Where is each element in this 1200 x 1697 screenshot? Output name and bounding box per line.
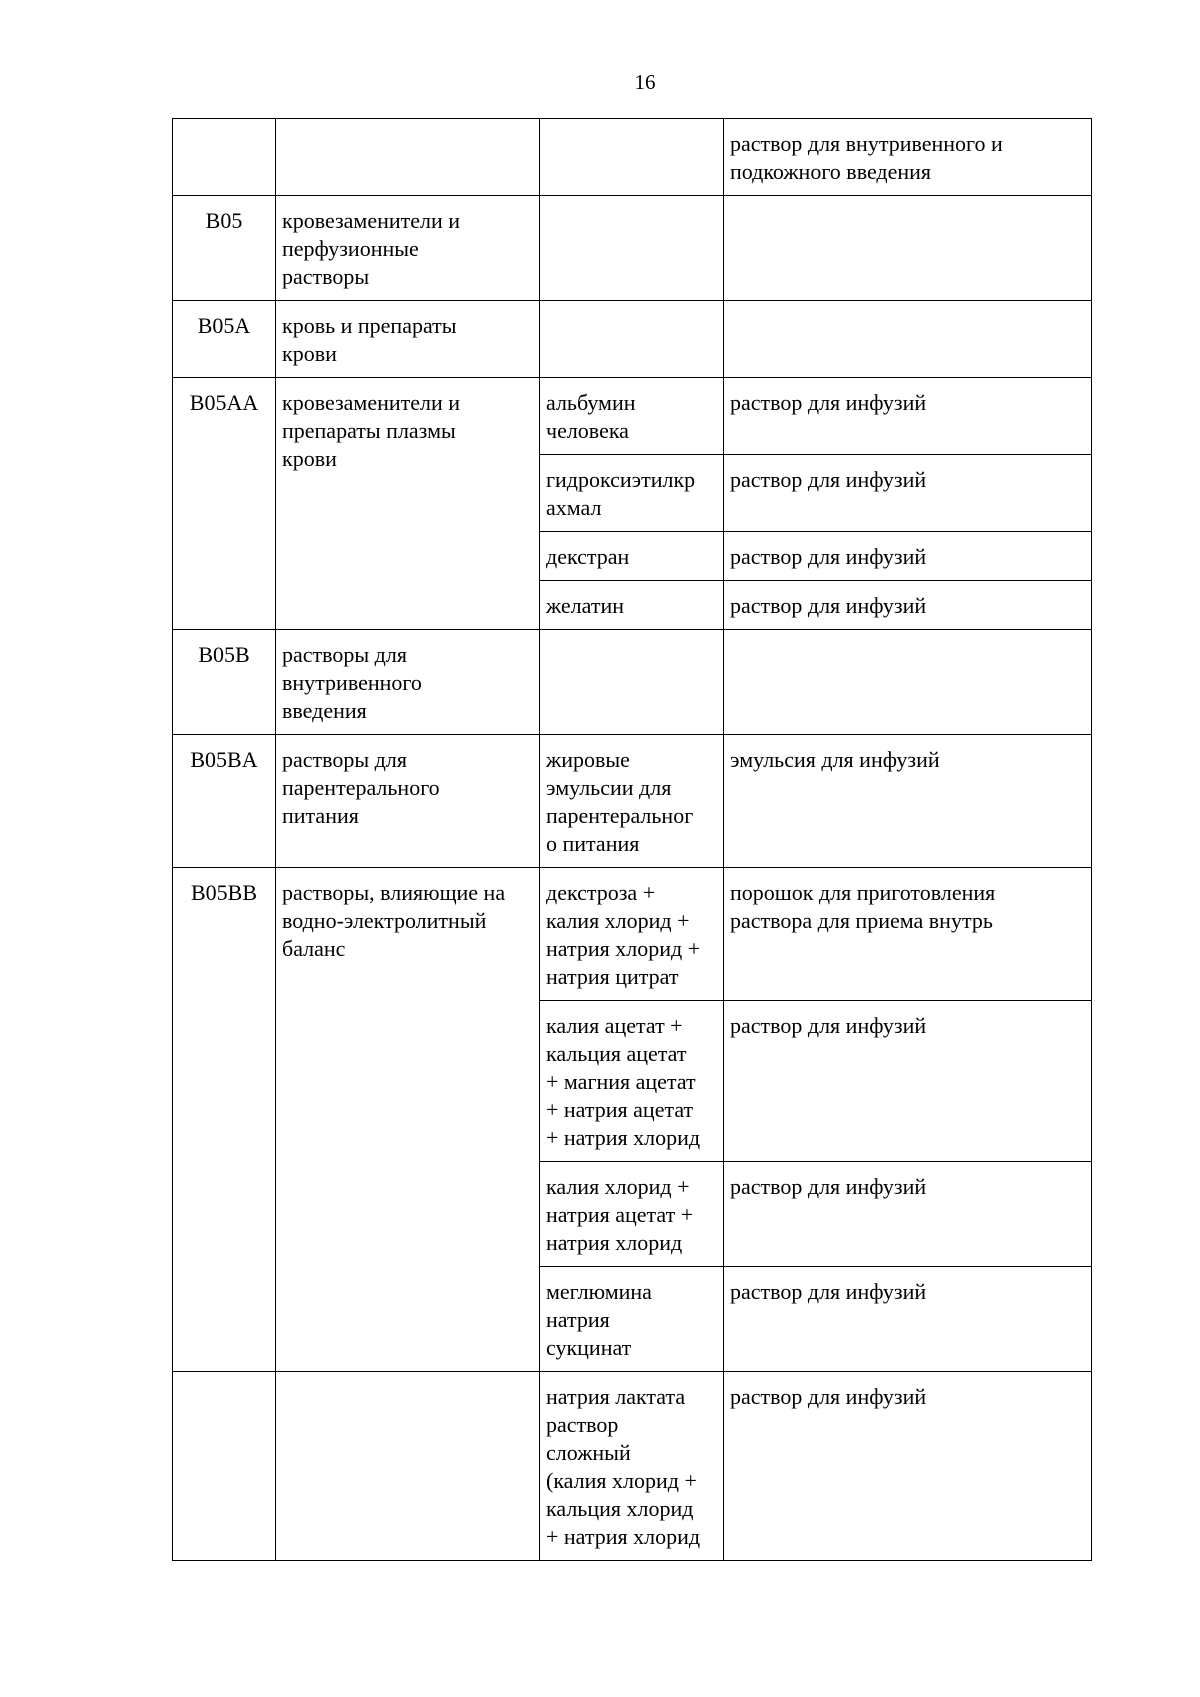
inn-cell: декстроза + калия хлорид + натрия хлорид + натрия цитрат: [540, 868, 724, 1001]
dosage-form-cell: раствор для инфузий: [724, 581, 1092, 630]
table-row: [173, 301, 1092, 378]
group-cell: кровезаменители и препараты плазмы крови: [276, 378, 540, 630]
inn-cell: декстран: [540, 532, 724, 581]
inn-cell: желатин: [540, 581, 724, 630]
table-row: [173, 868, 1092, 1001]
dosage-form-cell: раствор для инфузий: [724, 1162, 1092, 1267]
atc-code-cell: [173, 1372, 276, 1561]
atc-code-cell: B05A: [173, 301, 276, 378]
table-row: [173, 630, 1092, 735]
dosage-form-cell: раствор для инфузий: [724, 455, 1092, 532]
inn-cell: альбумин человека: [540, 378, 724, 455]
table-row: [173, 735, 1092, 868]
group-cell: растворы для внутривенного введения: [276, 630, 540, 735]
inn-cell: калия ацетат + кальция ацетат + магния ацетат + натрия ацетат + натрия хлорид: [540, 1001, 724, 1162]
inn-cell: [540, 301, 724, 378]
inn-cell: гидроксиэтилкр ахмал: [540, 455, 724, 532]
inn-cell: [540, 630, 724, 735]
group-cell: кровезаменители и перфузионные растворы: [276, 196, 540, 301]
inn-cell: калия хлорид + натрия ацетат + натрия хлорид: [540, 1162, 724, 1267]
dosage-form-cell: раствор для инфузий: [724, 532, 1092, 581]
inn-cell: [540, 119, 724, 196]
atc-code-cell: B05BB: [173, 868, 276, 1372]
inn-cell: натрия лактата раствор сложный (калия хлорид + кальция хлорид + натрия хлорид: [540, 1372, 724, 1561]
table-row: [173, 1372, 1092, 1561]
group-cell: [276, 1372, 540, 1561]
table-row: [173, 378, 1092, 455]
atc-code-cell: B05B: [173, 630, 276, 735]
table-row: [173, 119, 1092, 196]
inn-cell: [540, 196, 724, 301]
inn-cell: жировые эмульсии для парентеральног о питания: [540, 735, 724, 868]
dosage-form-cell: эмульсия для инфузий: [724, 735, 1092, 868]
dosage-form-cell: раствор для внутривенного и подкожного введения: [724, 119, 1092, 196]
group-cell: растворы для парентерального питания: [276, 735, 540, 868]
dosage-form-cell: [724, 196, 1092, 301]
dosage-form-cell: раствор для инфузий: [724, 1267, 1092, 1372]
page-number: 16: [634, 70, 656, 94]
dosage-form-cell: раствор для инфузий: [724, 1001, 1092, 1162]
atc-code-cell: B05AA: [173, 378, 276, 630]
dosage-form-cell: раствор для инфузий: [724, 1372, 1092, 1561]
inn-cell: меглюмина натрия сукцинат: [540, 1267, 724, 1372]
atc-code-cell: B05: [173, 196, 276, 301]
table-row: [173, 196, 1092, 301]
drug-classification-table: [172, 118, 1092, 1561]
dosage-form-cell: [724, 301, 1092, 378]
atc-code-cell: B05BA: [173, 735, 276, 868]
group-cell: [276, 119, 540, 196]
dosage-form-cell: [724, 630, 1092, 735]
group-cell: растворы, влияющие на водно-электролитный баланс: [276, 868, 540, 1372]
atc-code-cell: [173, 119, 276, 196]
group-cell: кровь и препараты крови: [276, 301, 540, 378]
dosage-form-cell: порошок для приготовления раствора для приема внутрь: [724, 868, 1092, 1001]
dosage-form-cell: раствор для инфузий: [724, 378, 1092, 455]
